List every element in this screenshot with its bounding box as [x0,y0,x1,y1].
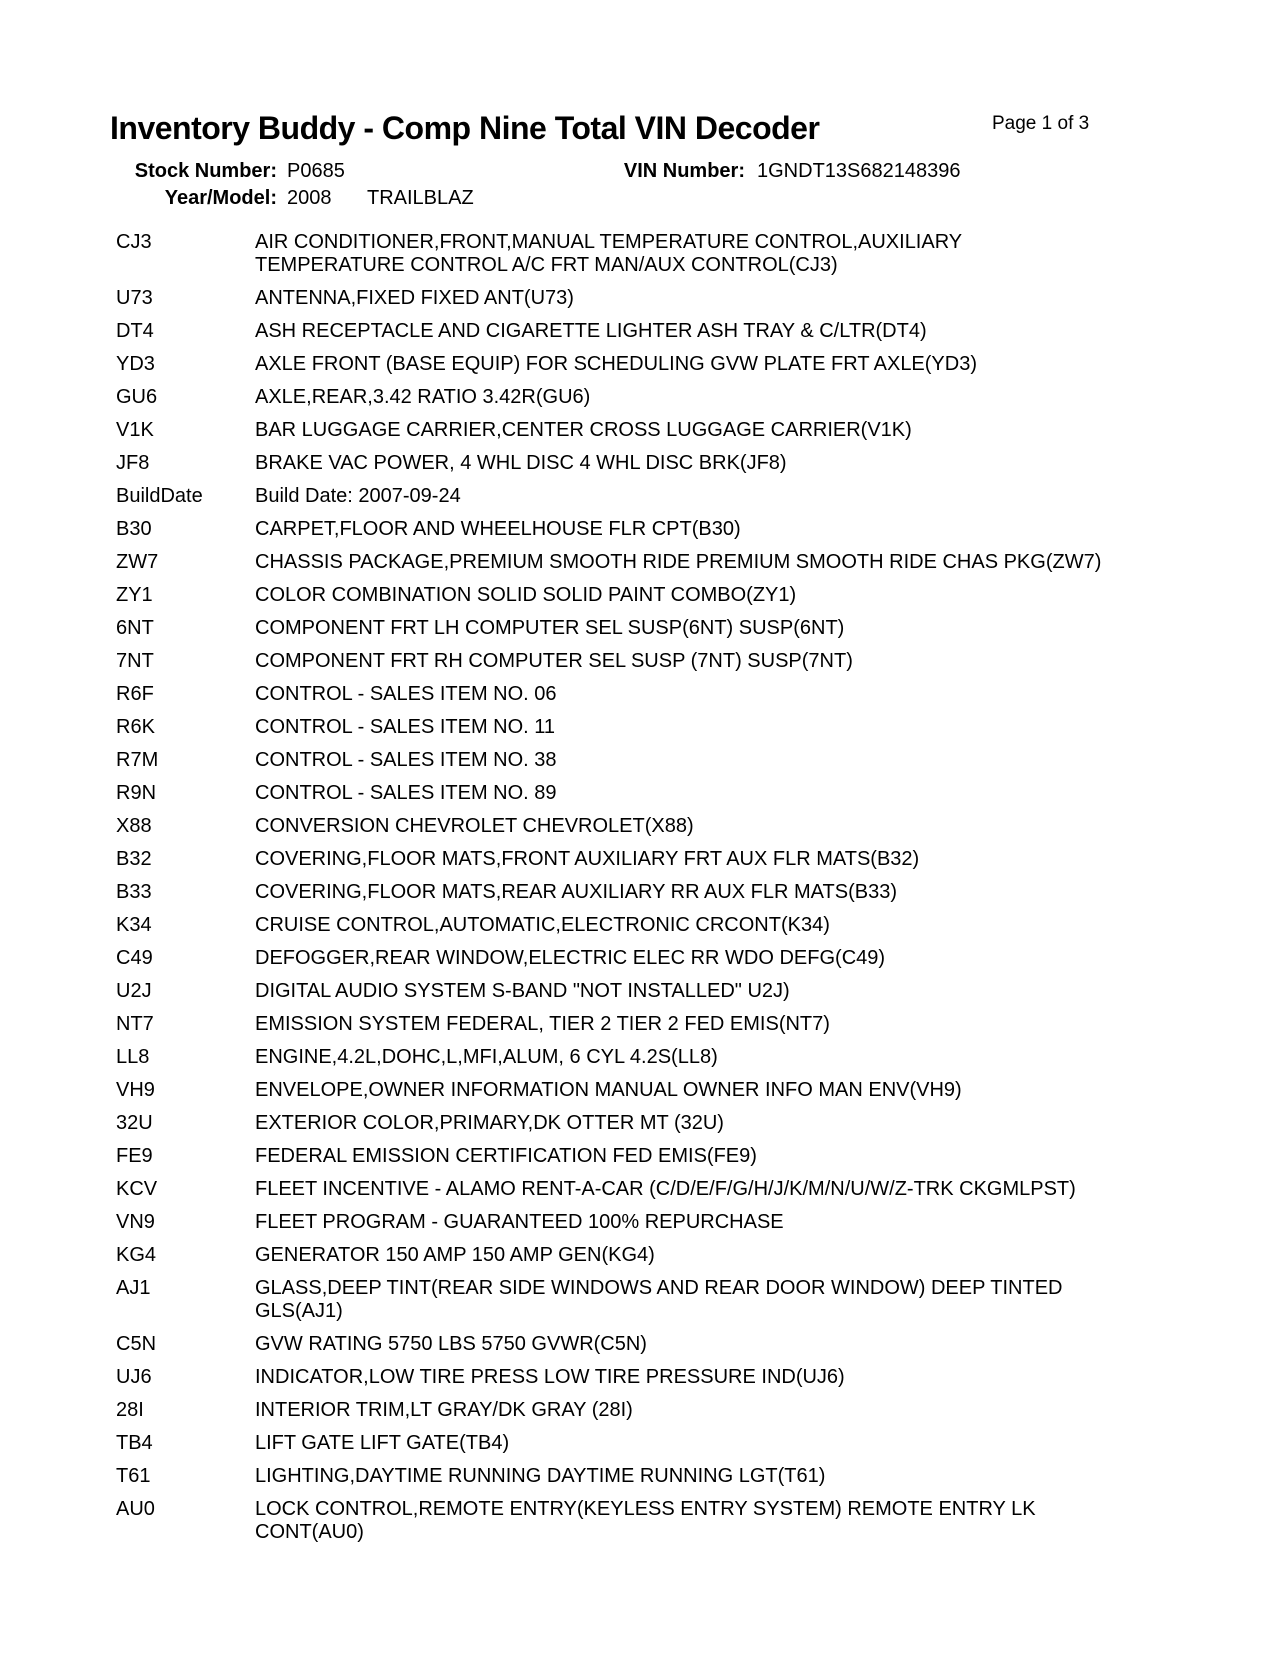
option-code: GU6 [116,386,158,408]
option-row [116,980,1236,1003]
option-code: C49 [116,947,153,969]
option-row [116,1244,1236,1267]
option-row [116,947,1236,970]
option-code: R6F [116,683,154,705]
option-row [116,716,1236,739]
option-description [255,386,1236,409]
option-description [255,716,1236,739]
vehicle-meta-row-1 [0,160,1280,184]
option-description-line: INTERIOR TRIM,LT GRAY/DK GRAY (28I) [255,1399,633,1421]
option-code: AJ1 [116,1277,151,1299]
option-description-line: CONVERSION CHEVROLET CHEVROLET(X88) [255,815,694,837]
option-description [255,1079,1236,1102]
option-code: 7NT [116,650,154,672]
option-description [255,1432,1236,1455]
option-code: V1K [116,419,154,441]
option-row [116,881,1236,904]
option-row [116,914,1236,937]
option-description-line: GENERATOR 150 AMP 150 AMP GEN(KG4) [255,1244,655,1266]
option-description-line: ASH RECEPTACLE AND CIGARETTE LIGHTER ASH TRAY & C/LTR(DT4) [255,320,927,342]
option-description [255,1211,1236,1234]
option-row [116,231,1236,277]
option-code: U2J [116,980,152,1002]
option-code: JF8 [116,452,150,474]
option-row [116,1498,1236,1544]
option-code: CJ3 [116,231,152,253]
option-description [255,518,1236,541]
option-description-line: DEFOGGER,REAR WINDOW,ELECTRIC ELEC RR WDO DEFG(C49) [255,947,886,969]
option-description [255,914,1236,937]
option-code: NT7 [116,1013,154,1035]
vin-number-value: 1GNDT13S682148396 [757,160,961,182]
option-description-line: LOCK CONTROL,REMOTE ENTRY(KEYLESS ENTRY SYSTEM) REMOTE ENTRY LK [255,1498,1036,1520]
option-code: 28I [116,1399,144,1421]
option-description [255,881,1236,904]
option-description [255,353,1236,376]
option-description-line: Build Date: 2007-09-24 [255,485,461,507]
option-description [255,452,1236,475]
model-value: TRAILBLAZ [367,187,474,209]
option-code: C5N [116,1333,157,1355]
option-description [255,1366,1236,1389]
option-description [255,1498,1236,1544]
option-row [116,815,1236,838]
option-description-line: CRUISE CONTROL,AUTOMATIC,ELECTRONIC CRCONT(K34) [255,914,830,936]
option-description-line: CHASSIS PACKAGE,PREMIUM SMOOTH RIDE PREMIUM SMOOTH RIDE CHAS PKG(ZW7) [255,551,1102,573]
option-row [116,419,1236,442]
option-description [255,848,1236,871]
option-code: TB4 [116,1432,153,1454]
option-description-line: COMPONENT FRT LH COMPUTER SEL SUSP(6NT) SUSP(6NT) [255,617,845,639]
option-code: 32U [116,1112,153,1134]
option-description [255,617,1236,640]
option-description [255,1399,1236,1422]
option-description [255,1277,1236,1323]
option-description [255,1145,1236,1168]
option-code: B33 [116,881,152,903]
option-row [116,1366,1236,1389]
option-description [255,551,1236,574]
option-description-line: AIR CONDITIONER,FRONT,MANUAL TEMPERATURE CONTROL,AUXILIARY [255,231,963,253]
option-code: YD3 [116,353,155,375]
page-title: Inventory Buddy - Comp Nine Total VIN Decoder [110,110,820,146]
option-description [255,231,1236,277]
option-description-line: CARPET,FLOOR AND WHEELHOUSE FLR CPT(B30) [255,518,741,540]
year-value: 2008 [287,187,332,209]
option-row [116,848,1236,871]
option-description [255,1244,1236,1267]
option-description-line: TEMPERATURE CONTROL A/C FRT MAN/AUX CONTROL(CJ3) [255,254,838,276]
option-row [116,1333,1236,1356]
option-code: LL8 [116,1046,150,1068]
stock-number-label: Stock Number: [134,160,277,182]
option-row [116,650,1236,673]
option-description-line: GLASS,DEEP TINT(REAR SIDE WINDOWS AND REAR DOOR WINDOW) DEEP TINTED [255,1277,1063,1299]
option-row [116,1145,1236,1168]
option-code: UJ6 [116,1366,152,1388]
option-description [255,419,1236,442]
vin-number-label: VIN Number: [623,160,745,182]
option-code: AU0 [116,1498,155,1520]
option-description-line: COLOR COMBINATION SOLID SOLID PAINT COMBO(ZY1) [255,584,797,606]
option-row [116,1399,1236,1422]
option-description-line: CONTROL - SALES ITEM NO. 89 [255,782,557,804]
option-description-line: BAR LUGGAGE CARRIER,CENTER CROSS LUGGAGE CARRIER(V1K) [255,419,912,441]
option-row [116,782,1236,805]
option-description-line: AXLE,REAR,3.42 RATIO 3.42R(GU6) [255,386,591,408]
option-description-line: COMPONENT FRT RH COMPUTER SEL SUSP (7NT) SUSP(7NT) [255,650,853,672]
option-row [116,386,1236,409]
option-code: ZY1 [116,584,153,606]
option-description-line: FLEET PROGRAM - GUARANTEED 100% REPURCHASE [255,1211,784,1233]
option-description [255,683,1236,706]
option-description [255,947,1236,970]
option-row [116,287,1236,310]
option-code: KCV [116,1178,158,1200]
option-description [255,1046,1236,1069]
option-description-line: FLEET INCENTIVE - ALAMO RENT-A-CAR (C/D/E/F/G/H/J/K/M/N/U/W/Z-TRK CKGMLPST) [255,1178,1076,1200]
option-row [116,749,1236,772]
option-code: X88 [116,815,152,837]
option-row [116,1013,1236,1036]
option-description-line: CONTROL - SALES ITEM NO. 38 [255,749,557,771]
year-model-label: Year/Model: [164,187,277,209]
option-row [116,551,1236,574]
option-description [255,815,1236,838]
option-description [255,1013,1236,1036]
option-code: ZW7 [116,551,159,573]
option-description-line: GVW RATING 5750 LBS 5750 GVWR(C5N) [255,1333,647,1355]
option-row [116,1277,1236,1323]
option-description-line: ANTENNA,FIXED FIXED ANT(U73) [255,287,574,309]
option-description-line: LIFT GATE LIFT GATE(TB4) [255,1432,510,1454]
option-code: VN9 [116,1211,155,1233]
option-row [116,584,1236,607]
option-description-line: INDICATOR,LOW TIRE PRESS LOW TIRE PRESSURE IND(UJ6) [255,1366,845,1388]
option-row [116,518,1236,541]
option-code: T61 [116,1465,151,1487]
option-description-line: LIGHTING,DAYTIME RUNNING DAYTIME RUNNING LGT(T61) [255,1465,826,1487]
option-description [255,980,1236,1003]
option-code: U73 [116,287,153,309]
option-description [255,485,1236,508]
option-description [255,1465,1236,1488]
option-code: R7M [116,749,159,771]
option-description [255,1178,1236,1201]
stock-number-value: P0685 [287,160,345,182]
option-code: VH9 [116,1079,155,1101]
option-description [255,1333,1236,1356]
option-description-line: CONT(AU0) [255,1521,364,1543]
option-description-line: GLS(AJ1) [255,1300,343,1322]
option-description-line: COVERING,FLOOR MATS,REAR AUXILIARY RR AUX FLR MATS(B33) [255,881,897,903]
option-code: BuildDate [116,485,203,507]
option-code: K34 [116,914,152,936]
option-row [116,320,1236,343]
option-description-line: BRAKE VAC POWER, 4 WHL DISC 4 WHL DISC BRK(JF8) [255,452,787,474]
options-list [116,231,1236,1554]
option-row [116,452,1236,475]
option-description [255,650,1236,673]
option-description [255,782,1236,805]
option-row [116,1211,1236,1234]
option-code: B32 [116,848,152,870]
option-row [116,1112,1236,1135]
option-row [116,485,1236,508]
option-code: DT4 [116,320,154,342]
option-description-line: AXLE FRONT (BASE EQUIP) FOR SCHEDULING GVW PLATE FRT AXLE(YD3) [255,353,978,375]
vehicle-meta-row-2 [0,187,1280,211]
option-code: R6K [116,716,155,738]
option-row [116,1432,1236,1455]
option-description [255,584,1236,607]
option-description [255,1112,1236,1135]
option-description [255,749,1236,772]
option-row [116,1079,1236,1102]
option-row [116,353,1236,376]
option-description-line: CONTROL - SALES ITEM NO. 06 [255,683,557,705]
option-row [116,1178,1236,1201]
option-code: R9N [116,782,157,804]
option-row [116,617,1236,640]
option-code: 6NT [116,617,154,639]
option-description [255,320,1236,343]
option-code: FE9 [116,1145,153,1167]
option-description [255,287,1236,310]
page-number: Page 1 of 3 [992,113,1090,134]
option-row [116,683,1236,706]
option-description-line: ENVELOPE,OWNER INFORMATION MANUAL OWNER INFO MAN ENV(VH9) [255,1079,962,1101]
option-description-line: FEDERAL EMISSION CERTIFICATION FED EMIS(FE9) [255,1145,757,1167]
option-code: KG4 [116,1244,157,1266]
option-description-line: COVERING,FLOOR MATS,FRONT AUXILIARY FRT AUX FLR MATS(B32) [255,848,920,870]
option-row [116,1465,1236,1488]
option-code: B30 [116,518,152,540]
option-description-line: CONTROL - SALES ITEM NO. 11 [255,716,556,738]
option-description-line: EMISSION SYSTEM FEDERAL, TIER 2 TIER 2 FED EMIS(NT7) [255,1013,830,1035]
option-description-line: ENGINE,4.2L,DOHC,L,MFI,ALUM, 6 CYL 4.2S(LL8) [255,1046,718,1068]
option-description-line: DIGITAL AUDIO SYSTEM S-BAND "NOT INSTALLED" U2J) [255,980,790,1002]
option-description-line: EXTERIOR COLOR,PRIMARY,DK OTTER MT (32U) [255,1112,724,1134]
option-row [116,1046,1236,1069]
